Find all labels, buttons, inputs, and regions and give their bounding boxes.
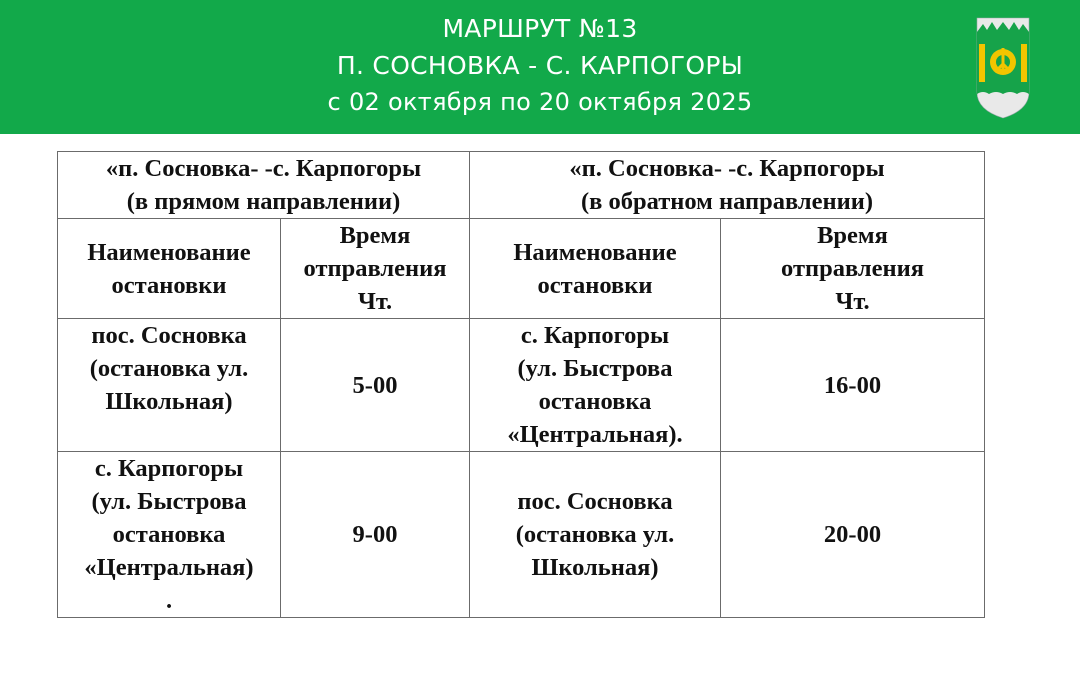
route-endpoints: П. СОСНОВКА - С. КАРПОГОРЫ [336, 51, 744, 80]
header-text: остановки [537, 271, 653, 299]
backward-time-cell: 16-00 [721, 319, 985, 452]
header-text: Время [817, 222, 888, 249]
header-text: Чт. [357, 288, 393, 315]
stop-text: остановка [112, 521, 226, 548]
backward-time-cell: 20-00 [721, 452, 985, 618]
stop-text: остановка [538, 388, 652, 415]
stop-text: с. Карпогоры [94, 455, 244, 482]
header-banner [0, 0, 1080, 134]
direction-header-row [58, 152, 985, 219]
stop-text: (остановка ул. [89, 355, 249, 382]
header-text: отправления [781, 255, 924, 282]
stop-text: (остановка ул. [515, 521, 675, 548]
schedule-table [57, 151, 985, 618]
header-text: отправления [303, 255, 447, 282]
coat-of-arms-icon [975, 14, 1031, 122]
stop-text: . [165, 587, 173, 614]
header-text: Наименование [87, 238, 251, 266]
forward-stop-cell [58, 319, 281, 452]
stop-text: «Центральная) [84, 554, 254, 581]
backward-stop-cell [470, 319, 721, 452]
header-text: Время [339, 222, 411, 249]
stop-text: пос. Сосновка [517, 488, 673, 515]
table-row [58, 319, 985, 452]
table-row [58, 452, 985, 618]
backward-direction-title: «п. Сосновка- -с. Карпогоры [569, 155, 885, 182]
forward-stop-column-header [58, 219, 281, 319]
stop-text: с. Карпогоры [520, 322, 670, 349]
forward-time-cell: 5-00 [281, 319, 470, 452]
header-text: Чт. [835, 288, 870, 315]
backward-direction-header [470, 152, 985, 219]
stop-text: Школьная) [105, 388, 233, 415]
forward-time-column-header [281, 219, 470, 319]
forward-stop-cell [58, 452, 281, 618]
backward-stop-column-header [470, 219, 721, 319]
column-header-row [58, 219, 985, 319]
stop-text: пос. Сосновка [91, 322, 247, 349]
forward-direction-title: «п. Сосновка- -с. Карпогоры [105, 155, 422, 182]
forward-time-cell: 9-00 [281, 452, 470, 618]
backward-direction-subtitle: (в обратном направлении) [580, 188, 874, 215]
stop-text: (ул. Быстрова [517, 355, 673, 382]
forward-direction-subtitle: (в прямом направлении) [126, 188, 401, 215]
backward-stop-cell [470, 452, 721, 618]
route-number: МАРШРУТ №13 [442, 14, 638, 43]
stop-text: «Центральная). [507, 421, 683, 448]
backward-time-column-header [721, 219, 985, 319]
route-dates: с 02 октября по 20 октября 2025 [327, 88, 753, 116]
route-title [0, 10, 1080, 121]
forward-direction-header [58, 152, 470, 219]
stop-text: Школьная) [531, 554, 659, 581]
header-text: остановки [111, 271, 227, 299]
header-text: Наименование [513, 238, 677, 266]
stop-text: (ул. Быстрова [91, 488, 247, 515]
